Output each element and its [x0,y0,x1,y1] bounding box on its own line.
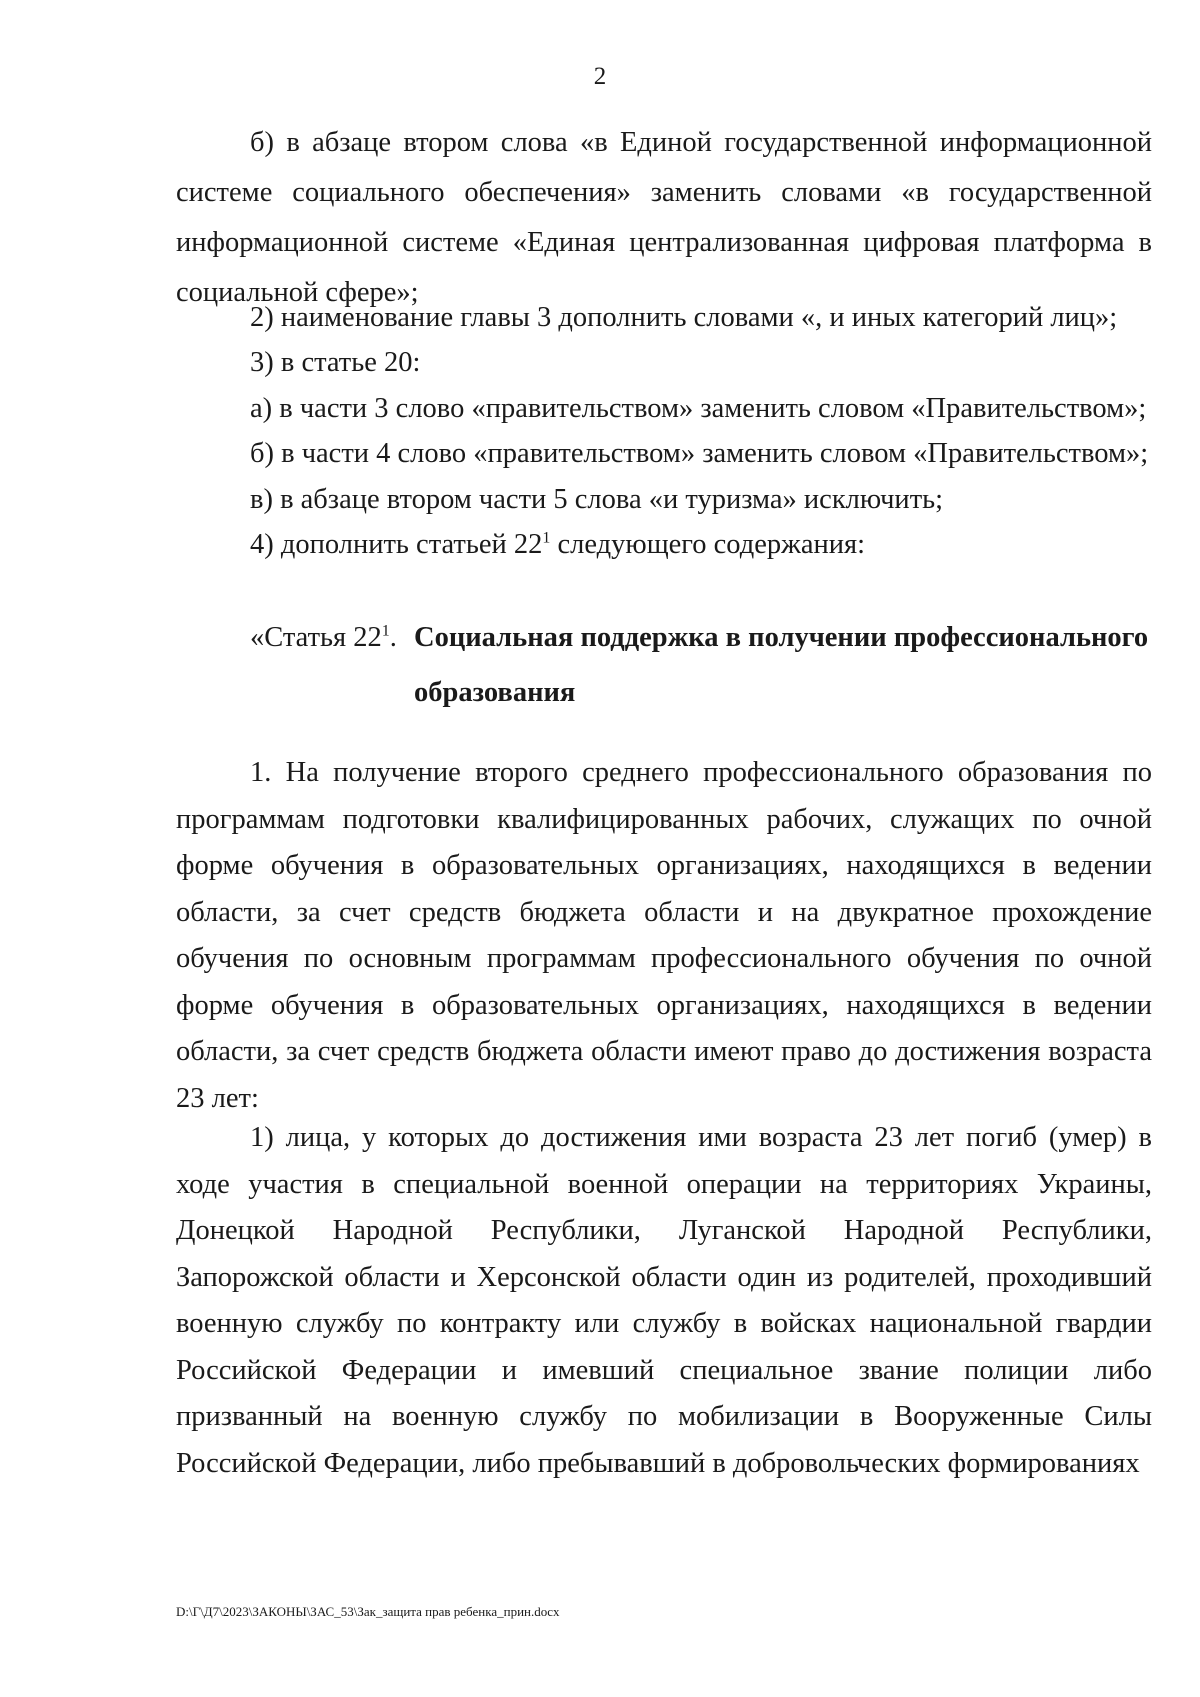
article-title: Социальная поддержка в получении профессионального образования [414,622,1149,708]
paragraph-item-3v: в) в абзаце втором части 5 слова «и туризма» исключить; [250,484,944,515]
article-heading [250,610,1170,720]
article-label [250,610,414,665]
article-label-text: «Статья 22 [250,622,382,653]
paragraph-article-item-1: 1) лица, у которых до достижения ими возраста 23 лет погиб (умер) в ходе участия в специальной военной операции на территориях Украины, Донецкой Народной Республики, Луганской Народной Республики, Запорожской области и Херсонской области один из родителей, проходивший военную службу по контракту или службу в войсках национальной гвардии Российской Федерации и имевший специальное звание полиции либо призванный на военную службу по мобилизации в Вооруженные Силы Российской Федерации, либо пребывавший в добровольческих формированиях [176,1122,1152,1479]
article-label-dot: . [389,622,397,653]
paragraph-item-3a: а) в части 3 слово «правительством» заменить словом «Правительством»; [250,393,1147,424]
article-label-superscript: 1 [381,622,390,640]
paragraph-item-2: 2) наименование главы 3 дополнить словами «, и иных категорий лиц»; [250,302,1118,333]
paragraph-item-3b: б) в части 4 слово «правительством» заменить словом «Правительством»; [250,438,1149,469]
paragraph-article-part-1: 1. На получение второго среднего профессионального образования по программам подготовки квалифицированных рабочих, служащих по очной форме обучения в образовательных организациях, находящихся в ведении области, за счет средств бюджета области и на двукратное прохождение обучения по основным программам профессионального обучения по очной форме обучения в образовательных организациях, находящихся в ведении области, за счет средств бюджета области имеют право до достижения возраста 23 лет: [176,757,1152,1114]
paragraph-item-3: 3) в статье 20: [250,347,421,378]
page-number: 2 [593,63,607,90]
paragraph-item-4 [176,525,1152,565]
paragraph-b-abzac: б) в абзаце втором слова «в Единой государственной информационной системе социального обеспечения» заменить словами «в государственной информационной системе «Единая централизованная цифровая платформа в социальной сфере»; [176,127,1152,308]
item-4-superscript: 1 [542,529,551,547]
item-4-text-end: следующего содержания: [550,529,866,560]
item-4-text: 4) дополнить статьей 22 [250,529,543,560]
footer-file-path: D:\Г\Д7\2023\ЗАКОНЫ\ЗАС_53\Зак_защита прав ребенка_прин.docx [176,1604,560,1619]
